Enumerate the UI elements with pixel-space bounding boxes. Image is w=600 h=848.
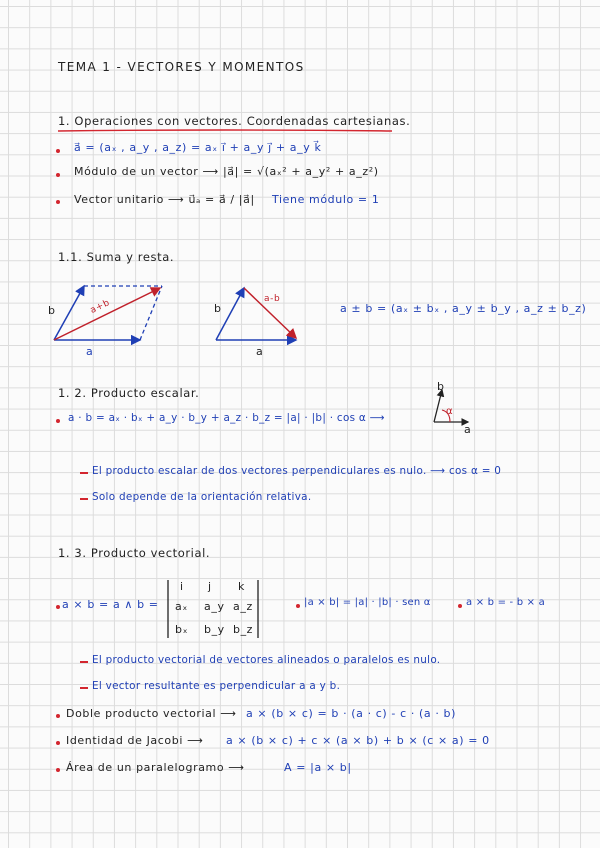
- section-1-3-heading: 1. 3. Producto vectorial.: [58, 546, 211, 560]
- angle-label-b: b: [437, 380, 445, 393]
- jacobi-label: Identidad de Jacobi ⟶: [66, 734, 204, 747]
- anticommutative-property: a × b = - b × a: [466, 597, 545, 608]
- parallelogram-label-b: b: [48, 304, 56, 317]
- bullet: [56, 768, 60, 772]
- dash: [80, 687, 88, 689]
- cross-product-note-1: El producto vectorial de vectores alineados o paralelos es nulo.: [92, 654, 441, 666]
- triangle-label-a: a: [256, 345, 264, 358]
- bullet: [56, 741, 60, 745]
- angle-label-a: a: [464, 423, 472, 436]
- parallelogram-area-label: Área de un paralelogramo ⟶: [66, 761, 245, 774]
- dash: [80, 661, 88, 663]
- matrix-cell: k: [238, 580, 245, 593]
- bullet: [56, 173, 60, 177]
- triangle-label-diff: a-b: [264, 294, 281, 304]
- dash: [80, 472, 88, 474]
- matrix-cell: a_y: [204, 600, 225, 613]
- dot-product-formula: a · b = aₓ · bₓ + a_y · b_y + a_z · b_z = |a| · |b| · cos α ⟶: [68, 412, 385, 424]
- triangle-label-b: b: [214, 302, 222, 315]
- dash: [80, 498, 88, 500]
- bullet: [296, 604, 300, 608]
- matrix-cell: j: [208, 580, 212, 593]
- matrix-cell: aₓ: [175, 600, 188, 613]
- bullet: [56, 419, 60, 423]
- bullet: [56, 714, 60, 718]
- unit-vector: Vector unitario ⟶ u⃗ₐ = a⃗ / |a⃗|: [74, 193, 255, 206]
- double-product-formula: a × (b × c) = b · (a · c) - c · (a · b): [246, 707, 457, 720]
- parallelogram-area-formula: A = |a × b|: [284, 761, 352, 774]
- cross-product-note-2: El vector resultante es perpendicular a a y b.: [92, 680, 341, 692]
- vector-modulus: Módulo de un vector ⟶ |a⃗| = √(aₓ² + a_y² + a_z²): [74, 165, 379, 178]
- angle-label-alpha: α: [446, 406, 454, 417]
- jacobi-formula: a × (b × c) + c × (a × b) + b × (c × a) = 0: [226, 734, 490, 747]
- parallelogram-label-a: a: [86, 345, 94, 358]
- matrix-cell: b_z: [233, 623, 254, 636]
- dot-product-note-2: Solo depende de la orientación relativa.: [92, 491, 312, 503]
- section-1-underline: [56, 128, 396, 134]
- matrix-cell: a_z: [233, 600, 253, 613]
- matrix-cell: bₓ: [175, 623, 189, 636]
- parallelogram-diagram: [40, 278, 180, 358]
- section-1-1-heading: 1.1. Suma y resta.: [58, 250, 175, 264]
- section-1-2-heading: 1. 2. Producto escalar.: [58, 386, 200, 400]
- cross-product-modulus: |a × b| = |a| · |b| · sen α: [304, 597, 431, 608]
- page-title: TEMA 1 - VECTORES Y MOMENTOS: [58, 60, 305, 74]
- bullet: [56, 200, 60, 204]
- bullet: [56, 605, 60, 609]
- dot-product-note-1: El producto escalar de dos vectores perpendiculares es nulo. ⟶ cos α = 0: [92, 465, 502, 477]
- matrix-cell: b_y: [204, 623, 225, 636]
- matrix-cell: i: [180, 580, 184, 593]
- parallelogram-label-sum: a+b: [88, 297, 112, 317]
- section-1-heading: 1. Operaciones con vectores. Coordenadas cartesianas.: [58, 114, 411, 128]
- unit-vector-note: Tiene módulo = 1: [272, 193, 380, 206]
- bullet: [458, 604, 462, 608]
- cross-product-lhs: a × b = a ∧ b =: [62, 598, 159, 611]
- bullet: [56, 149, 60, 153]
- double-product-label: Doble producto vectorial ⟶: [66, 707, 237, 720]
- vector-definition: a⃗ = (aₓ , a_y , a_z) = aₓ i⃗ + a_y j⃗ + a_y k⃗: [74, 141, 322, 154]
- sum-difference-formula: a ± b = (aₓ ± bₓ , a_y ± b_y , a_z ± b_z): [340, 302, 587, 315]
